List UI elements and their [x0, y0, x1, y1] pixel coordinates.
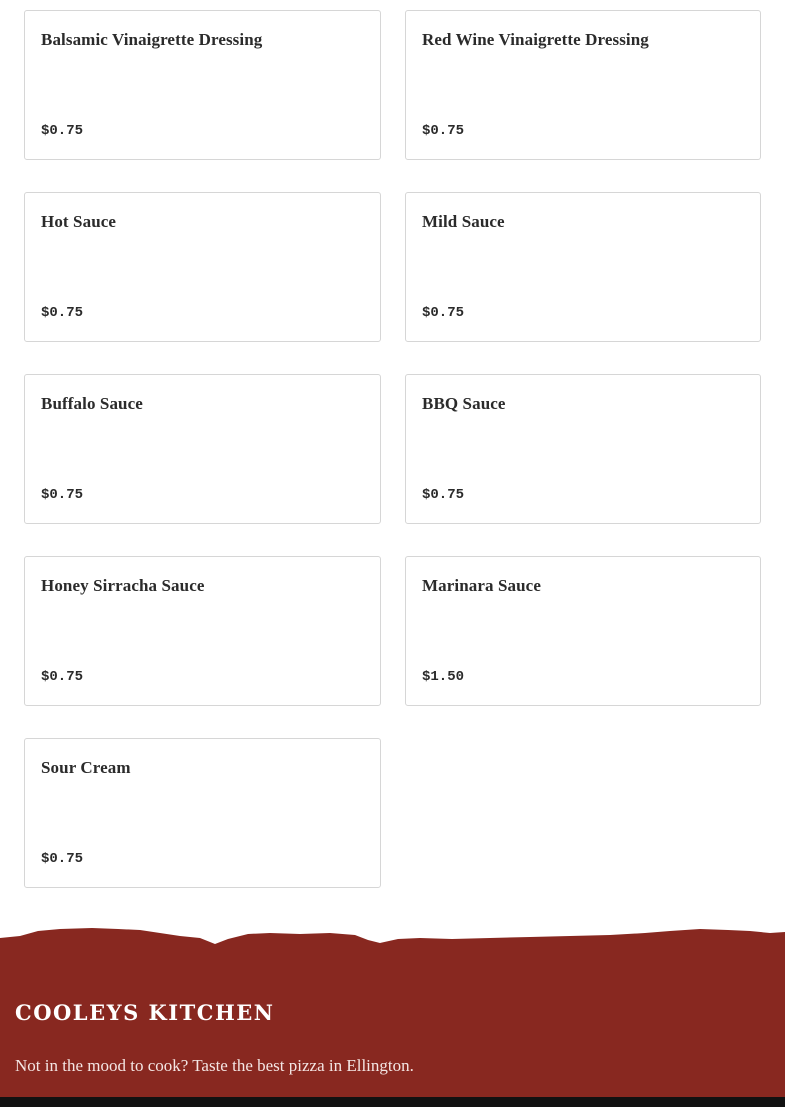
menu-item-price: $1.50	[422, 669, 465, 685]
footer-bottom-bar	[0, 1097, 785, 1107]
menu-item-name: Hot Sauce	[41, 212, 117, 231]
torn-edge-divider	[0, 920, 785, 950]
menu-item-price: $0.75	[422, 123, 465, 139]
footer-brand-logo[interactable]: COOLEYS KITCHEN	[15, 1000, 275, 1025]
menu-item-name: Mild Sauce	[422, 212, 505, 231]
menu-item-card[interactable]	[24, 556, 381, 706]
menu-item-price: $0.75	[41, 305, 84, 321]
menu-item-name: Marinara Sauce	[422, 576, 541, 595]
menu-item-price: $0.75	[422, 305, 465, 321]
menu-item-name: Buffalo Sauce	[41, 394, 143, 413]
menu-item-card[interactable]	[24, 192, 381, 342]
menu-item-name: Red Wine Vinaigrette Dressing	[422, 30, 649, 49]
menu-item-name: Sour Cream	[41, 758, 131, 777]
menu-item-price: $0.75	[41, 487, 84, 503]
footer-tagline: Not in the mood to cook? Taste the best pizza in Ellington.	[15, 1056, 414, 1075]
menu-item-name: Balsamic Vinaigrette Dressing	[41, 30, 263, 49]
menu-item-card[interactable]	[405, 374, 761, 524]
menu-item-name: BBQ Sauce	[422, 394, 506, 413]
menu-item-card[interactable]	[405, 10, 761, 160]
site-footer	[0, 920, 785, 1107]
menu-item-card[interactable]	[24, 738, 381, 888]
menu-item-card[interactable]	[405, 556, 761, 706]
menu-item-card[interactable]	[24, 374, 381, 524]
menu-item-price: $0.75	[41, 851, 84, 867]
menu-item-name: Honey Sirracha Sauce	[41, 576, 205, 595]
menu-item-price: $0.75	[422, 487, 465, 503]
menu-item-price: $0.75	[41, 123, 84, 139]
menu-item-card[interactable]	[24, 10, 381, 160]
menu-item-card[interactable]	[405, 192, 761, 342]
menu-item-price: $0.75	[41, 669, 84, 685]
